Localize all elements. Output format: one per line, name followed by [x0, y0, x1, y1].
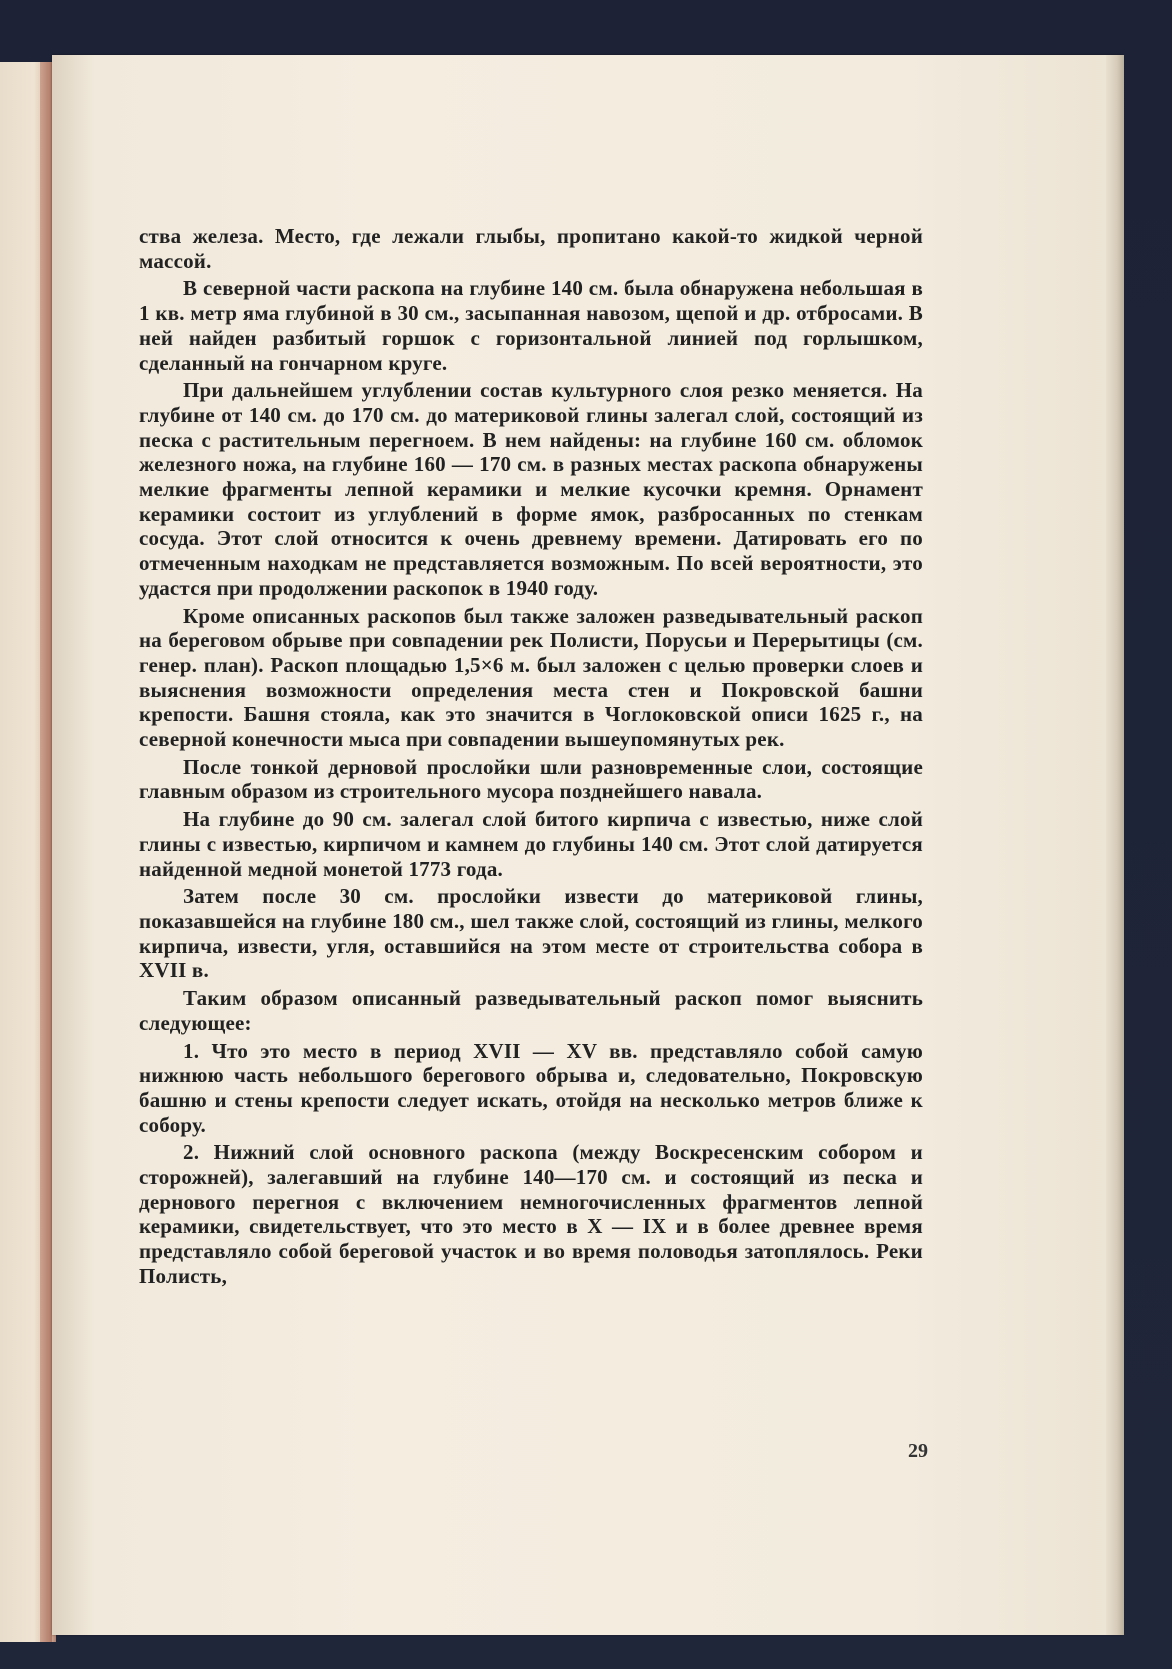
paragraph: Кроме описанных раскопов был также заложен разведывательный раскоп на береговом обрыве при совпадении рек Полисти, Порусьи и Перерытицы (см. генер. план). Раскоп площадью 1,5×6 м. был заложен с целью проверки слоев и выяснения возможности определения места стен и Покровской башни крепости. Башня стояла, как это значится в Чоглоковской описи 1625 г., на северной конечности мыса при совпадении вышеупомянутых рек. — [139, 603, 923, 752]
paragraph: 1. Что это место в период XVII — XV вв. представляло собой самую нижнюю часть небольшого берегового обрыва и, следовательно, Покровскую башню и стены крепости следует искать, отойдя на несколько метров ближе к собору. — [139, 1038, 923, 1137]
paragraph: При дальнейшем углублении состав культурного слоя резко меняется. На глубине от 140 см. до 170 см. до материковой глины залегал слой, состоящий из песка с растительным перегноем. В нем найдены: на глубине 160 см. обломок железного ножа, на глубине 160 — 170 см. в разных местах раскопа обнаружены мелкие фрагменты лепной керамики и мелкие кусочки кремня. Орнамент керамики состоит из углублений в форме ямок, разбросанных по стенкам сосуда. Этот слой относится к очень древнему времени. Датировать его по отмеченным находкам не представляется возможным. По всей вероятности, это удастся при продолжении раскопок в 1940 году. — [139, 378, 923, 600]
page-right-edge — [1106, 55, 1124, 1635]
paragraph: Затем после 30 см. прослойки извести до материковой глины, показавшейся на глубине 180 см., шел также слой, состоящий из глины, мелкого кирпича, извести, угля, оставшийся на этом месте от строительства собора в XVII в. — [139, 884, 923, 983]
paragraph: На глубине до 90 см. залегал слой битого кирпича с известью, ниже слой глины с известью, кирпичом и камнем до глубины 140 см. Этот слой датируется найденной медной монетой 1773 года. — [139, 807, 923, 881]
page-gutter — [40, 62, 52, 1642]
paragraph: ства железа. Место, где лежали глыбы, пропитано какой-то жидкой черной массой. — [139, 224, 923, 273]
page-number: 29 — [908, 1440, 928, 1462]
paragraph: 2. Нижний слой основного раскопа (между Воскресенским собором и сторожней), залегавший на глубине 140—170 см. и состоящий из песка и дернового перегноя с включением немногочисленных фрагментов лепной керамики, свидетельствует, что это место в X — IX и в более древнее время представляло собой береговой участок и во время половодья затоплялось. Реки Полисть, — [139, 1140, 923, 1288]
paragraph: После тонкой дерновой прослойки шли разновременные слои, состоящие главным образом из строительного мусора позднейшего навала. — [139, 754, 923, 804]
body-text — [139, 224, 923, 1292]
paragraph: В северной части раскопа на глубине 140 см. была обнаружена небольшая в 1 кв. метр яма глубиной в 30 см., засыпанная навозом, щепой и др. отбросами. В ней найден разбитый горшок с горизонтальной линией под горлышком, сделанный на гончарном круге. — [139, 276, 923, 375]
paragraph: Таким образом описанный разведывательный раскоп помог выяснить следующее: — [139, 986, 923, 1035]
